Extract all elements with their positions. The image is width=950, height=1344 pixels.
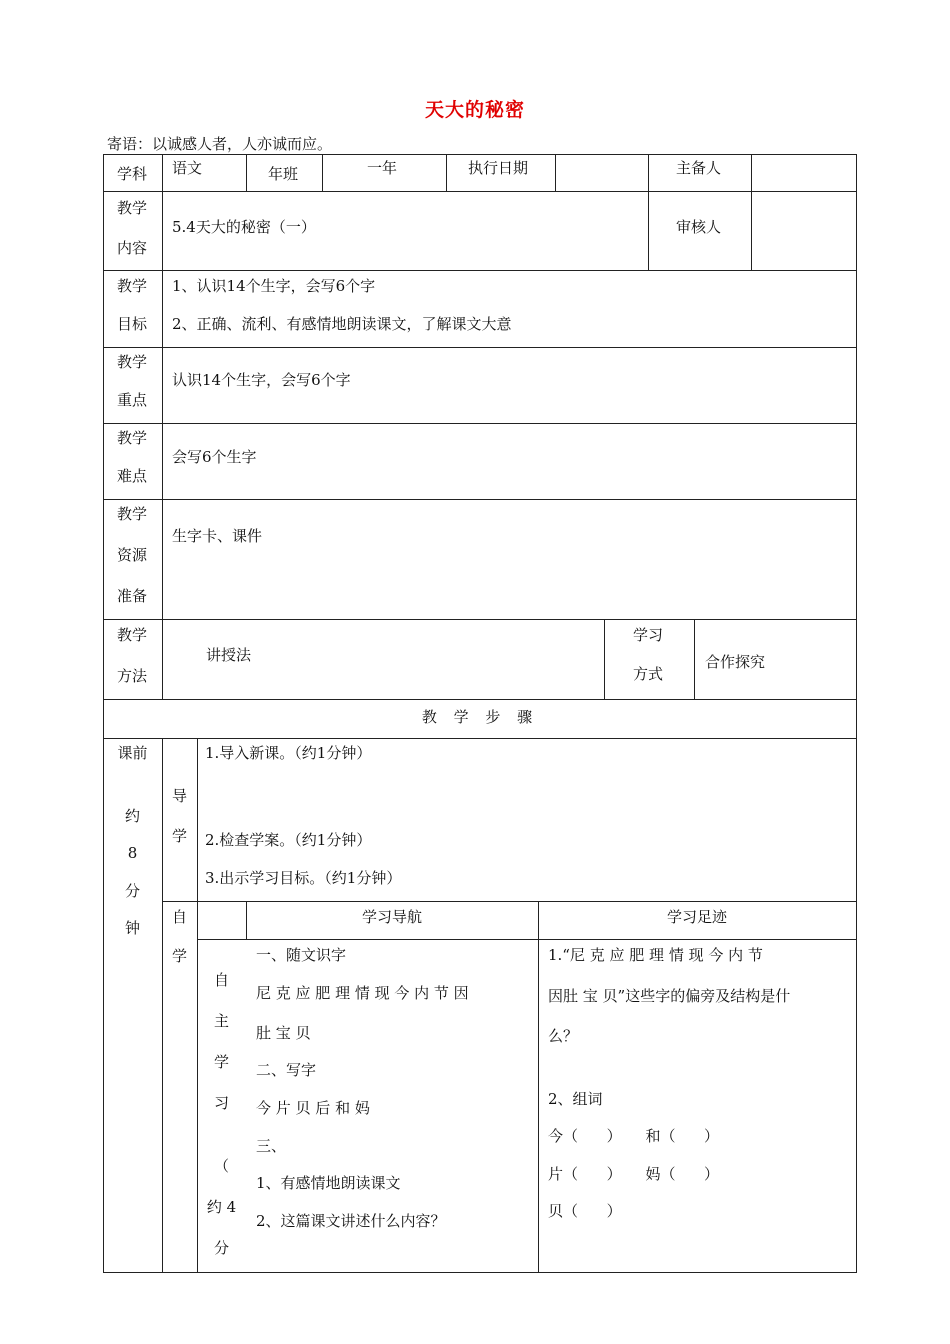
goal-item: 1、认识14个生字，会写6个字 [172, 277, 376, 295]
key-points-label: 重点 [117, 391, 148, 409]
col-divider [162, 738, 163, 1273]
guide-item: 1.导入新课。（约1分钟） [205, 744, 372, 762]
resources-label: 教学 [117, 505, 148, 523]
col-divider [446, 154, 447, 192]
subject-value: 语文 [172, 159, 203, 177]
pre-class-label: 钟 [124, 919, 140, 937]
method-label: 教学 [117, 626, 148, 644]
grade-label: 年班 [268, 165, 299, 183]
col-divider [162, 154, 163, 700]
self-study-sub-label: 主 [213, 1012, 229, 1030]
row-divider [103, 347, 857, 348]
difficulties-value: 会写6个生字 [172, 448, 257, 466]
col-divider [751, 154, 752, 271]
row-divider [103, 270, 857, 271]
nav-line: 肚 宝 贝 [256, 1024, 311, 1042]
study-style-label: 方式 [633, 665, 664, 683]
self-study-sub-label: 学 [213, 1053, 229, 1071]
col-divider [322, 154, 323, 192]
row-divider [103, 423, 857, 424]
key-points-label: 教学 [117, 353, 148, 371]
grade-value: 一年 [367, 159, 398, 177]
nav-line: 1、有感情地朗读课文 [256, 1174, 401, 1192]
pre-class-label: 课前 [117, 744, 148, 762]
date-label: 执行日期 [468, 159, 529, 177]
pre-class-label: 约 [124, 807, 140, 825]
col-divider [604, 619, 605, 700]
col-divider [648, 154, 649, 271]
self-study-sub-label: 自 [213, 971, 229, 989]
col-divider [246, 154, 247, 192]
reviewer-label: 审核人 [676, 218, 722, 236]
nav-line: 今 片 贝 后 和 妈 [256, 1099, 370, 1117]
self-study-sub-label: 约 4 [206, 1198, 237, 1216]
goal-item: 2、正确、流利、有感情地朗读课文，了解课文大意 [172, 315, 512, 333]
nav-header: 学习导航 [361, 908, 422, 926]
guide-item: 3.出示学习目标。（约1分钟） [205, 869, 402, 887]
pre-class-label: 8 [127, 844, 138, 862]
trace-line: 贝（ ） [548, 1202, 622, 1220]
goals-label: 教学 [117, 277, 148, 295]
resources-label: 准备 [117, 587, 148, 605]
goals-label: 目标 [117, 315, 148, 333]
guide-label: 学 [171, 827, 187, 845]
trace-line: 今（ ） 和（ ） [548, 1127, 720, 1145]
col-divider [538, 901, 539, 1273]
self-study-label: 自 [171, 908, 187, 926]
method-value: 讲授法 [206, 646, 252, 664]
nav-line: 三、 [256, 1137, 287, 1155]
nav-line: 尼 克 应 肥 理 情 现 今 内 节 因 [256, 984, 469, 1002]
content-label: 教学 [117, 199, 148, 217]
table-border [103, 154, 857, 155]
study-style-label: 学习 [633, 626, 664, 644]
preparer-label: 主备人 [676, 159, 722, 177]
study-style-value: 合作探究 [705, 653, 766, 671]
nav-line: 二、写字 [256, 1061, 317, 1079]
trace-line: 因肚 宝 贝”这些字的偏旁及结构是什 [548, 987, 791, 1005]
row-divider [103, 499, 857, 500]
row-divider [103, 699, 857, 700]
guide-label: 导 [171, 787, 187, 805]
trace-line: 么？ [548, 1027, 579, 1045]
col-divider [197, 738, 198, 1273]
table-border [103, 1272, 857, 1273]
trace-line: 1.“尼 克 应 肥 理 情 现 今 内 节 [548, 946, 763, 964]
trace-line: 片（ ） 妈（ ） [548, 1165, 720, 1183]
difficulties-label: 教学 [117, 429, 148, 447]
subject-label: 学科 [117, 165, 148, 183]
row-divider [197, 939, 857, 940]
steps-header: 教 学 步 骤 [421, 708, 539, 726]
self-study-sub-label: 分 [213, 1239, 229, 1257]
method-label: 方法 [117, 667, 148, 685]
nav-line: 2、这篇课文讲述什么内容？ [256, 1212, 446, 1230]
content-value: 5.4天大的秘密（一） [172, 218, 316, 236]
document-title: 天大的秘密 [424, 99, 525, 121]
guide-item: 2.检查学案。（约1分钟） [205, 831, 372, 849]
resources-label: 资源 [117, 546, 148, 564]
motto: 寄语：以诚感人者，人亦诚而应。 [107, 135, 333, 153]
self-study-sub-label: 习 [213, 1094, 229, 1112]
row-divider [103, 619, 857, 620]
col-divider [555, 154, 556, 192]
pre-class-label: 分 [124, 882, 140, 900]
difficulties-label: 难点 [117, 467, 148, 485]
row-divider [103, 738, 857, 739]
resources-value: 生字卡、课件 [172, 527, 263, 545]
row-divider [103, 191, 857, 192]
row-divider [162, 901, 857, 902]
content-label: 内容 [117, 239, 148, 257]
self-study-label: 学 [171, 947, 187, 965]
nav-line: 一、随文识字 [256, 946, 347, 964]
col-divider [694, 619, 695, 700]
trace-line: 2、组词 [548, 1090, 603, 1108]
key-points-value: 认识14个生字，会写6个字 [172, 371, 351, 389]
self-study-sub-label: （ [213, 1157, 229, 1175]
trace-header: 学习足迹 [666, 908, 727, 926]
